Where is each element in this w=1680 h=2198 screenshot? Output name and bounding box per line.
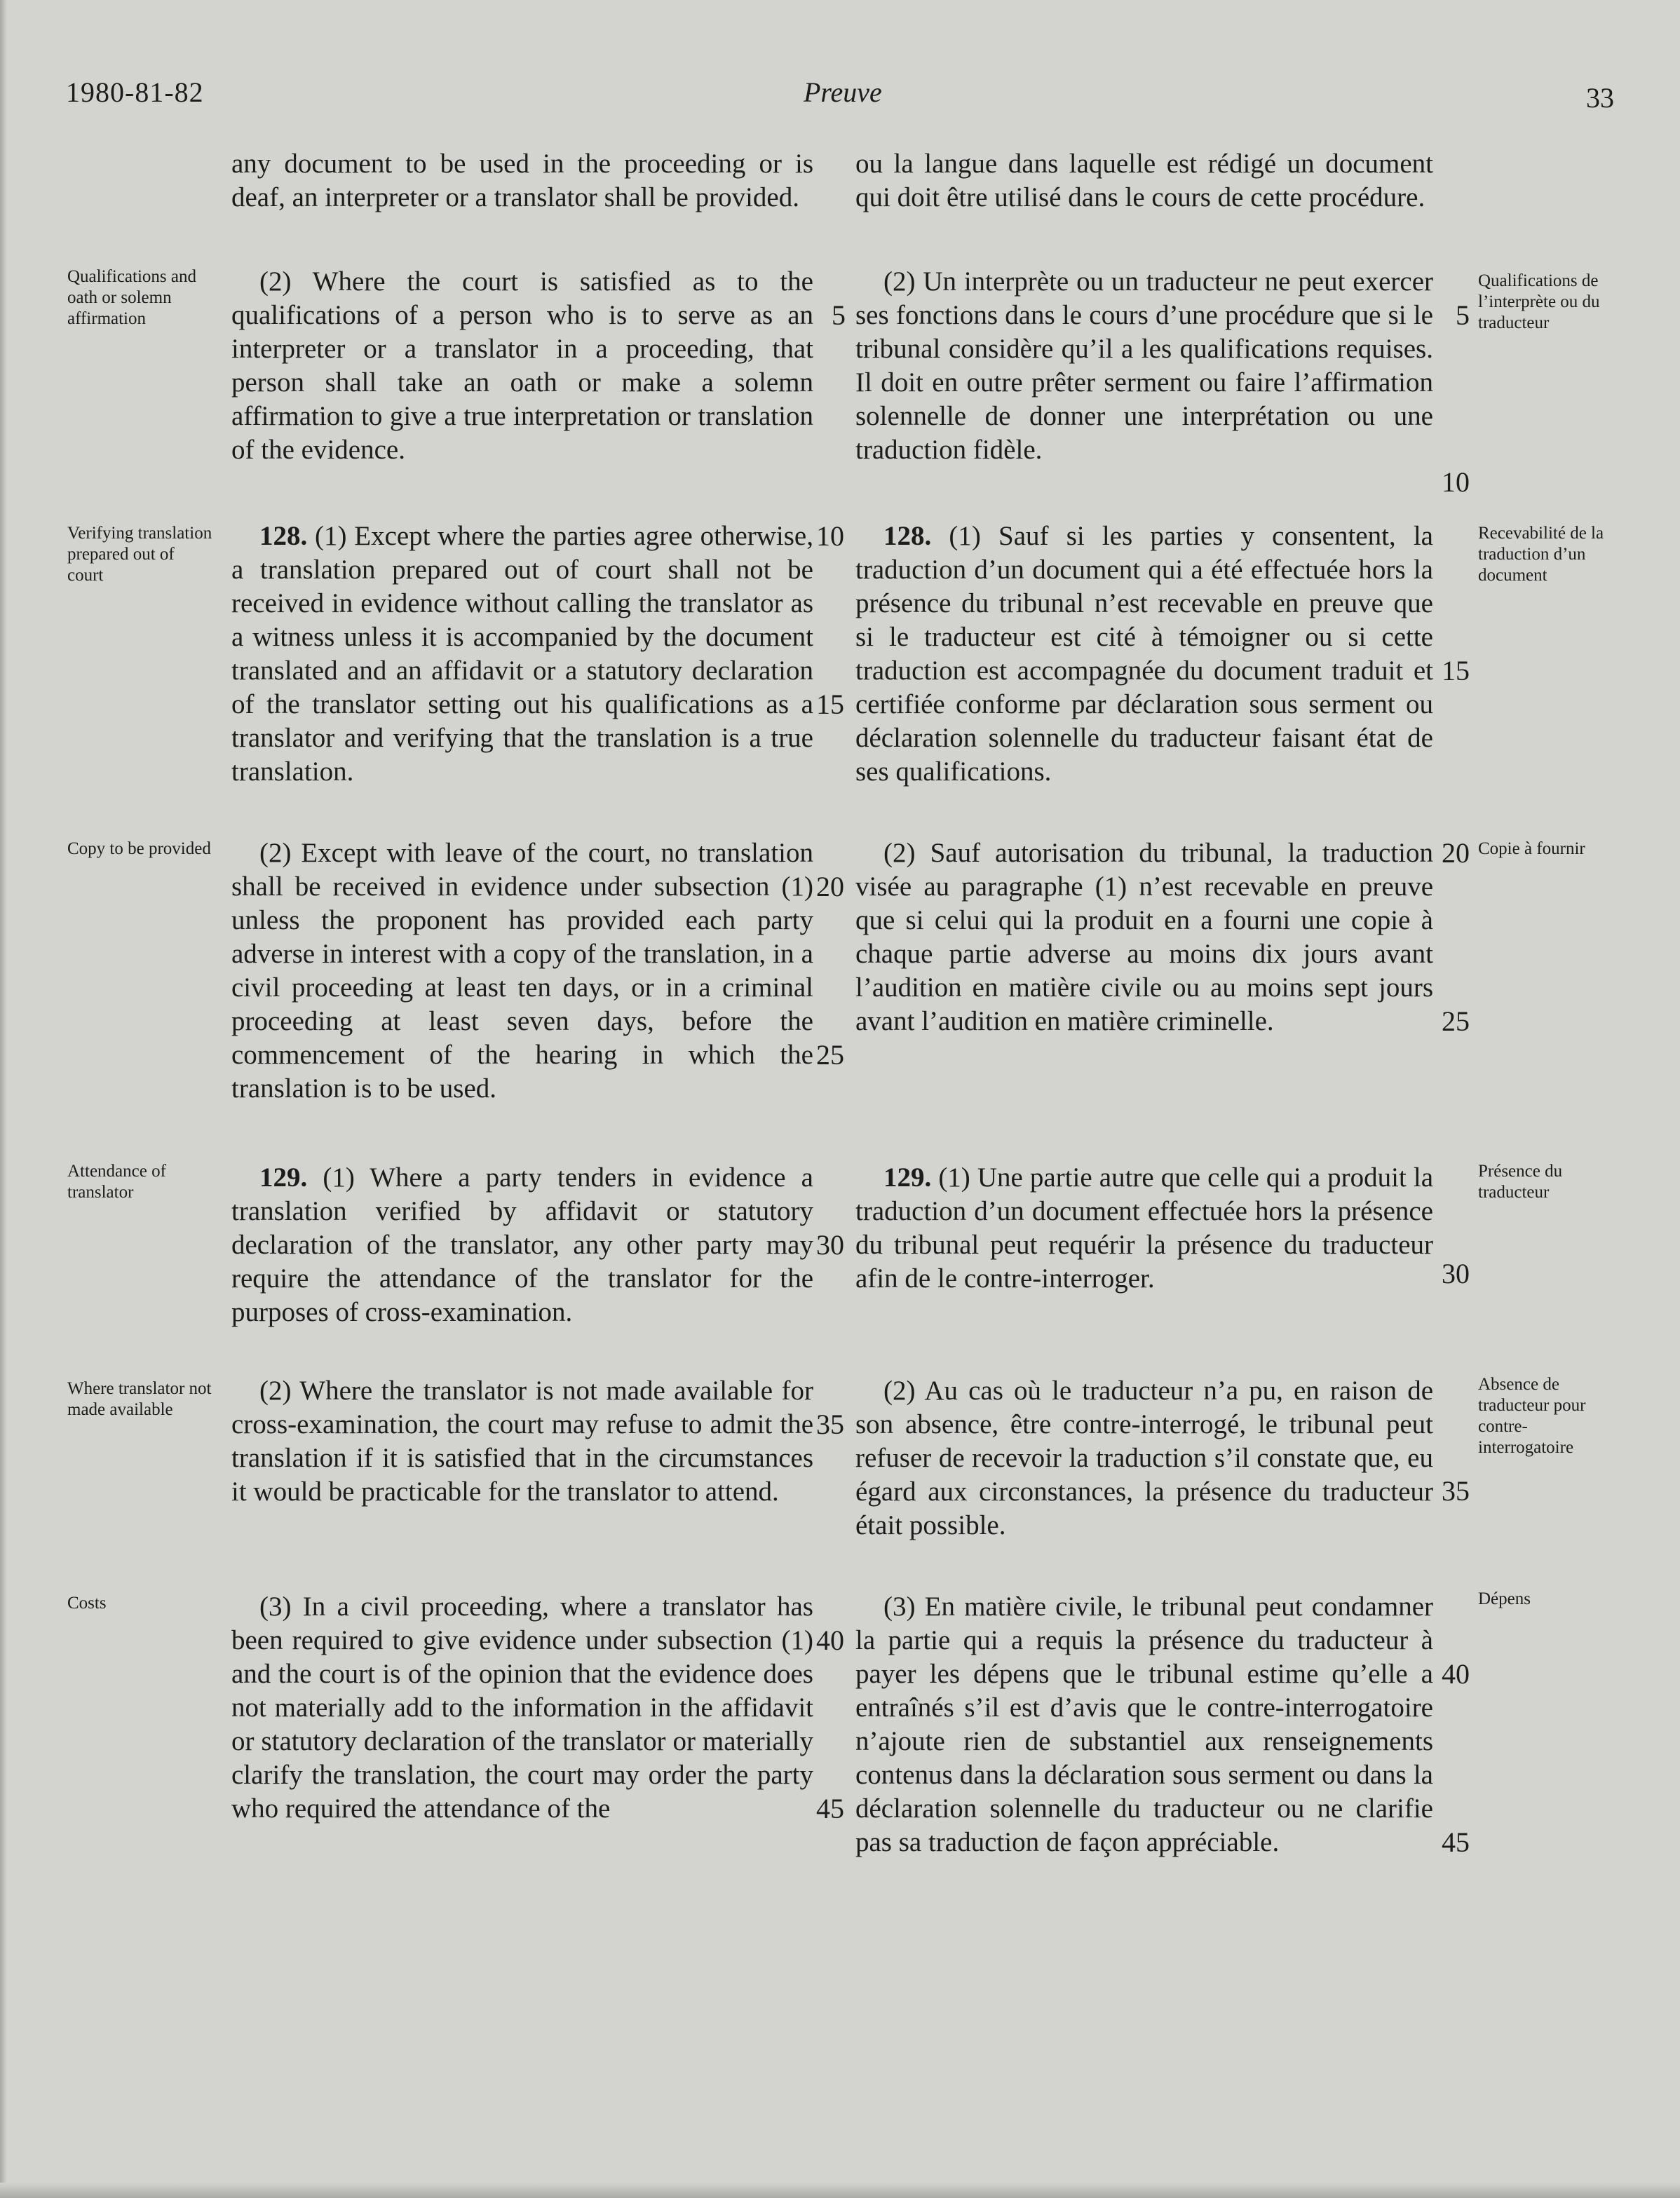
margin-note-fr-depens: Dépens <box>1478 1589 1531 1608</box>
fr-s128-1: 128. (1) Sauf si les parties y consentent, la traduction d’un document qui a été effectuée hors la présence du tribunal n’est recevable en preuve que si le traducteur est cité à témoigner ou si cette traduction est accompagnée du document traduit et certifiée conforme par déclaration sous serment ou déclaration solennelle du traducteur faisant état de ses qualifications. <box>855 521 1433 787</box>
line-number-fr-15: 15 <box>1442 655 1470 686</box>
header-year: 1980-81-82 <box>66 76 204 108</box>
margin-note-en-attendance: Attendance of translator <box>67 1162 166 1202</box>
fr-intro: ou la langue dans laquelle est rédigé un document qui doit être utilisé dans le cours de cette procédure. <box>855 149 1433 212</box>
en-intro: any document to be used in the proceeding or is deaf, an interpreter or a translator shall be provided. <box>231 149 813 212</box>
line-number-en-40: 40 <box>816 1624 844 1656</box>
margin-note-fr-absence: Absence de traducteur pour contre-interrogatoire <box>1478 1375 1586 1457</box>
en-s129-2: (2) Where the translator is not made available for cross-examination, the court may refuse to admit the translation if it is satisfied that in the circumstances it would be practicable for the translator to attend. <box>231 1376 813 1507</box>
en-section-129-number: 129. <box>259 1162 308 1193</box>
margin-note-fr-presence: Présence du traducteur <box>1478 1162 1563 1202</box>
fr-s129-2: (2) Au cas où le traducteur n’a pu, en raison de son absence, être contre-interrogé, le tribunal peut refuser de recevoir la traduction s’il constate que, eu égard aux circonstances, la présence du traducteur était possible. <box>855 1376 1433 1540</box>
header-title: Preuve <box>804 76 882 108</box>
line-number-fr-25: 25 <box>1442 1005 1470 1037</box>
line-number-fr-45: 45 <box>1442 1826 1470 1858</box>
page-edge-shadow <box>0 0 7 2198</box>
line-number-en-25: 25 <box>816 1039 844 1071</box>
line-number-en-45: 45 <box>816 1793 844 1824</box>
en-s129-1: 129. (1) Where a party tenders in evidence a translation verified by affidavit or statutory declaration of the translator, any other party may require the attendance of the translator for the purposes of cross-examination. <box>231 1162 813 1327</box>
line-number-fr-20: 20 <box>1442 837 1470 869</box>
en-s128-2: (2) Except with leave of the court, no translation shall be received in evidence under subsection (1) unless the proponent has provided each party adverse in interest with a copy of the translation, in a civil proceeding at least ten days, or in a criminal proceeding at least seven days, before the commencement of the hearing in which the translation is to be used. <box>231 838 813 1104</box>
line-number-en-5: 5 <box>832 299 846 331</box>
line-number-en-35: 35 <box>816 1409 844 1440</box>
line-number-fr-5: 5 <box>1456 299 1470 331</box>
page-bottom-shadow <box>0 2183 1680 2198</box>
en-section-128-number: 128. <box>259 521 308 551</box>
margin-note-en-verifying: Verifying translation prepared out of court <box>67 524 212 585</box>
fr-s129-1: 129. (1) Une partie autre que celle qui a produit la traduction d’un document effectuée hors la présence du tribunal peut requérir la présence du traducteur afin de le contre-interroger. <box>855 1162 1433 1294</box>
margin-note-en-qualifications: Qualifications and oath or solemn affirmation <box>67 267 196 328</box>
line-number-en-10: 10 <box>816 520 844 552</box>
line-number-fr-40: 40 <box>1442 1658 1470 1690</box>
fr-s127-2: (2) Un interprète ou un traducteur ne peut exercer ses fonctions dans le cours d’une procédure que si le tribunal considère qu’il a les qualifications requises. Il doit en outre prêter serment ou faire l’affirmation solennelle de donner une interprétation ou une traduction fidèle. <box>855 266 1433 465</box>
fr-s128-2: (2) Sauf autorisation du tribunal, la traduction visée au paragraphe (1) n’est recevable en preuve que si celui qui la produit en a fourni une copie à chaque partie adverse au moins dix jours avant l’audition en matière civile ou au moins sept jours avant l’audition en matière criminelle. <box>855 838 1433 1036</box>
page-number: 33 <box>1586 82 1614 114</box>
fr-s129-3: (3) En matière civile, le tribunal peut condamner la partie qui a requis la présence du traducteur à payer les dépens que le tribunal estime qu’elle a entraînés s’il est d’avis que le contre-interrogatoire n’ajoute rien de substantiel aux renseignements contenus dans la déclaration sous serment ou dans la déclaration solennelle du traducteur ou ne clarifie pas sa traduction de façon appréciable. <box>855 1592 1433 1857</box>
margin-note-en-costs: Costs <box>67 1594 107 1613</box>
margin-note-fr-copie: Copie à fournir <box>1478 839 1585 858</box>
en-s127-2: (2) Where the court is satisfied as to the qualifications of a person who is to serve as an interpreter or a translator in a proceeding, that person shall take an oath or make a solemn affirmation to give a true interpretation or translation of the evidence. <box>231 266 813 465</box>
margin-note-fr-qualifications: Qualifications de l’interprète ou du traducteur <box>1478 271 1600 332</box>
en-s129-3: (3) In a civil proceeding, where a translator has been required to give evidence under subsection (1) and the court is of the opinion that the evidence does not materially add to the information in the affidavit or statutory declaration of the translator or materially clarify the translation, the court may order the party who required the attendance of the <box>231 1592 813 1824</box>
margin-note-en-where: Where translator not made available <box>67 1379 212 1419</box>
en-s128-1: 128. (1) Except where the parties agree otherwise, a translation prepared out of court shall not be received in evidence without calling the translator as a witness unless it is accompanied by the document translated and an affidavit or a statutory declaration of the translator setting out his qualifications as a translator and verifying that the translation is a true translation. <box>231 521 813 787</box>
margin-note-fr-recevabilite: Recevabilité de la traduction d’un document <box>1478 524 1604 585</box>
line-number-fr-30: 30 <box>1442 1258 1470 1289</box>
line-number-en-30: 30 <box>816 1229 844 1261</box>
line-number-en-15: 15 <box>816 688 844 720</box>
line-number-fr-10: 10 <box>1442 466 1470 498</box>
fr-section-128-number: 128. <box>883 521 932 551</box>
margin-note-en-copy: Copy to be provided <box>67 839 211 858</box>
line-number-fr-35: 35 <box>1442 1475 1470 1507</box>
line-number-en-20: 20 <box>816 871 844 902</box>
fr-section-129-number: 129. <box>883 1162 932 1193</box>
